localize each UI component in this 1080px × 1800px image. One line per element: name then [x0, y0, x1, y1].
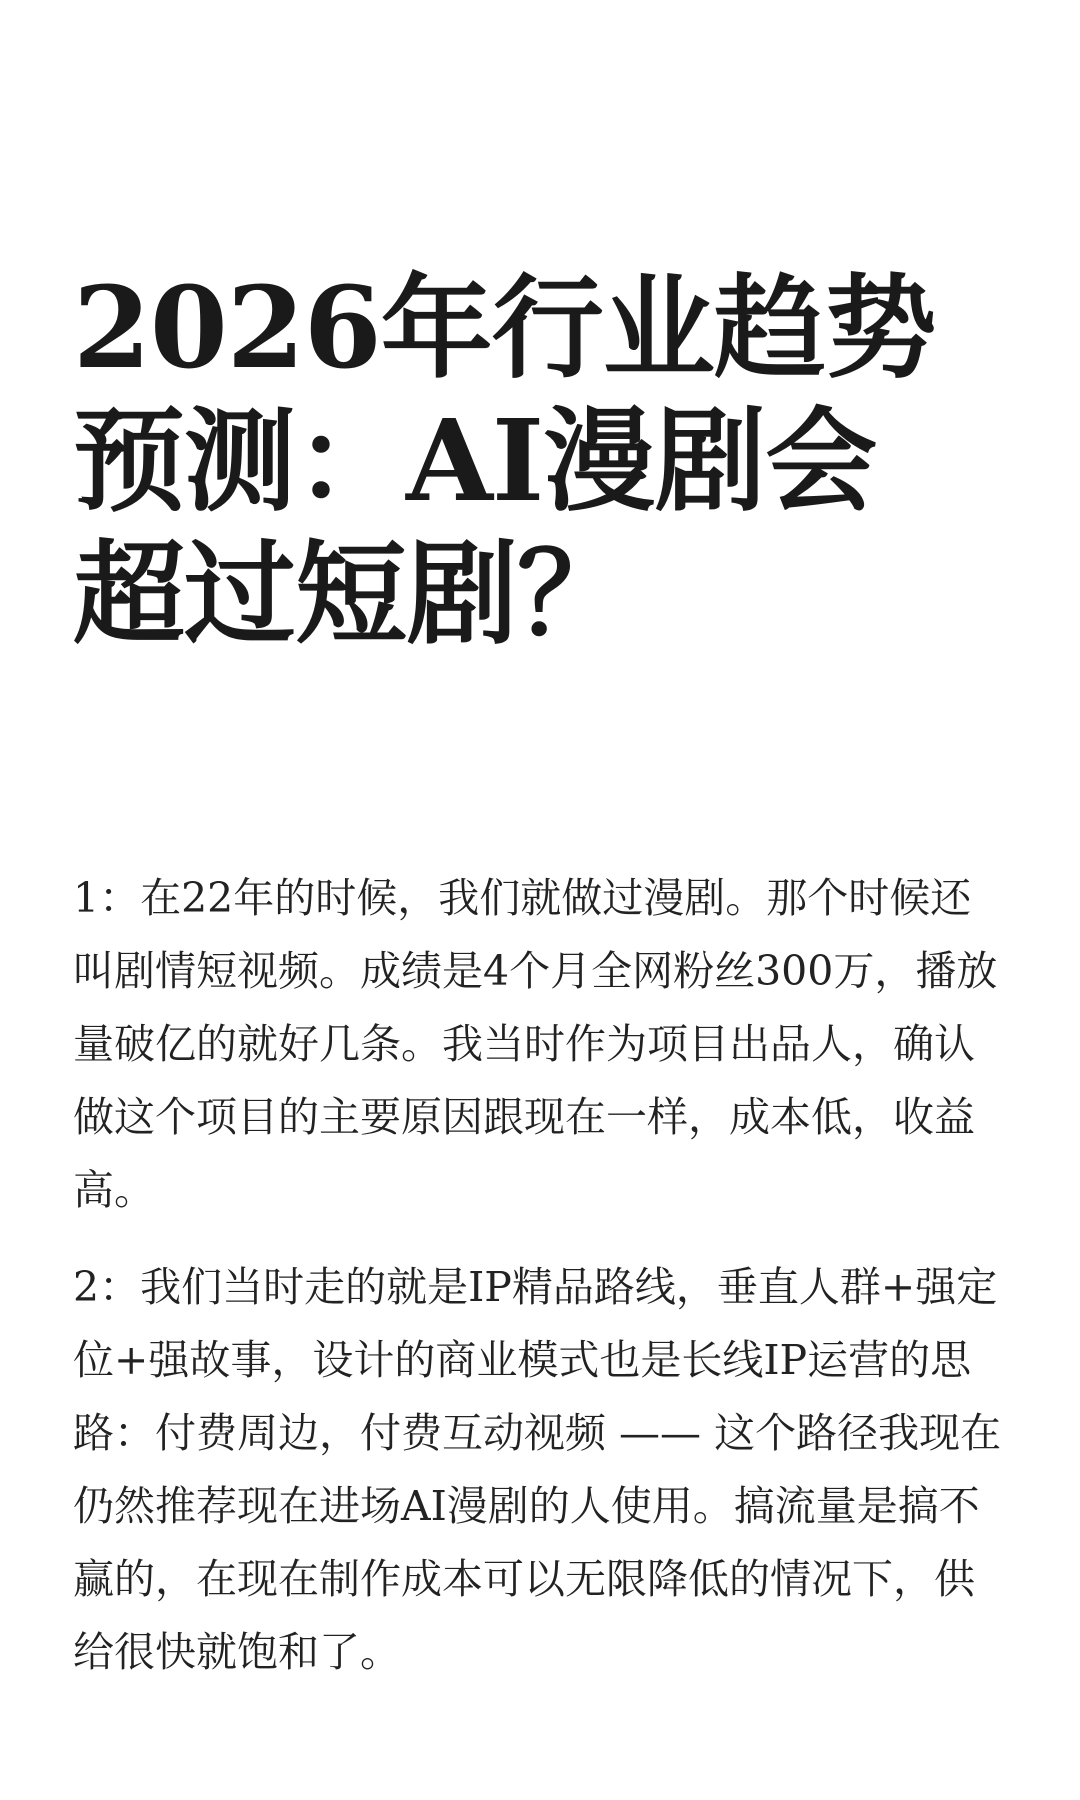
title-line: 预测：AI漫剧会 [73, 396, 877, 527]
text-line: 位+强故事，设计的商业模式也是长线IP运营的思 [73, 1336, 972, 1384]
title-line: 超过短剧？ [73, 529, 628, 660]
text-line: 量破亿的就好几条。我当时作为项目出品人，确认 [73, 1020, 975, 1068]
paragraph-2 [73, 1251, 1009, 1689]
article-body [73, 862, 1009, 1713]
paragraph-1 [73, 862, 1009, 1227]
text-line: 2：我们当时走的就是IP精品路线，垂直人群+强定 [73, 1263, 998, 1311]
text-line: 赢的，在现在制作成本可以无限降低的情况下，供 [73, 1555, 975, 1603]
text-line: 叫剧情短视频。成绩是4个月全网粉丝300万，播放 [73, 947, 998, 995]
article-title [73, 262, 936, 661]
text-line: 1：在22年的时候，我们就做过漫剧。那个时候还 [73, 874, 972, 922]
title-line: 2026年行业趋势 [73, 263, 936, 394]
text-line: 给很快就饱和了。 [73, 1628, 401, 1676]
text-line: 仍然推荐现在进场AI漫剧的人使用。搞流量是搞不 [73, 1482, 980, 1530]
text-line: 高。 [73, 1166, 155, 1214]
text-line: 路：付费周边，付费互动视频 —— 这个路径我现在 [73, 1409, 1002, 1457]
text-line: 做这个项目的主要原因跟现在一样，成本低，收益 [73, 1093, 975, 1141]
